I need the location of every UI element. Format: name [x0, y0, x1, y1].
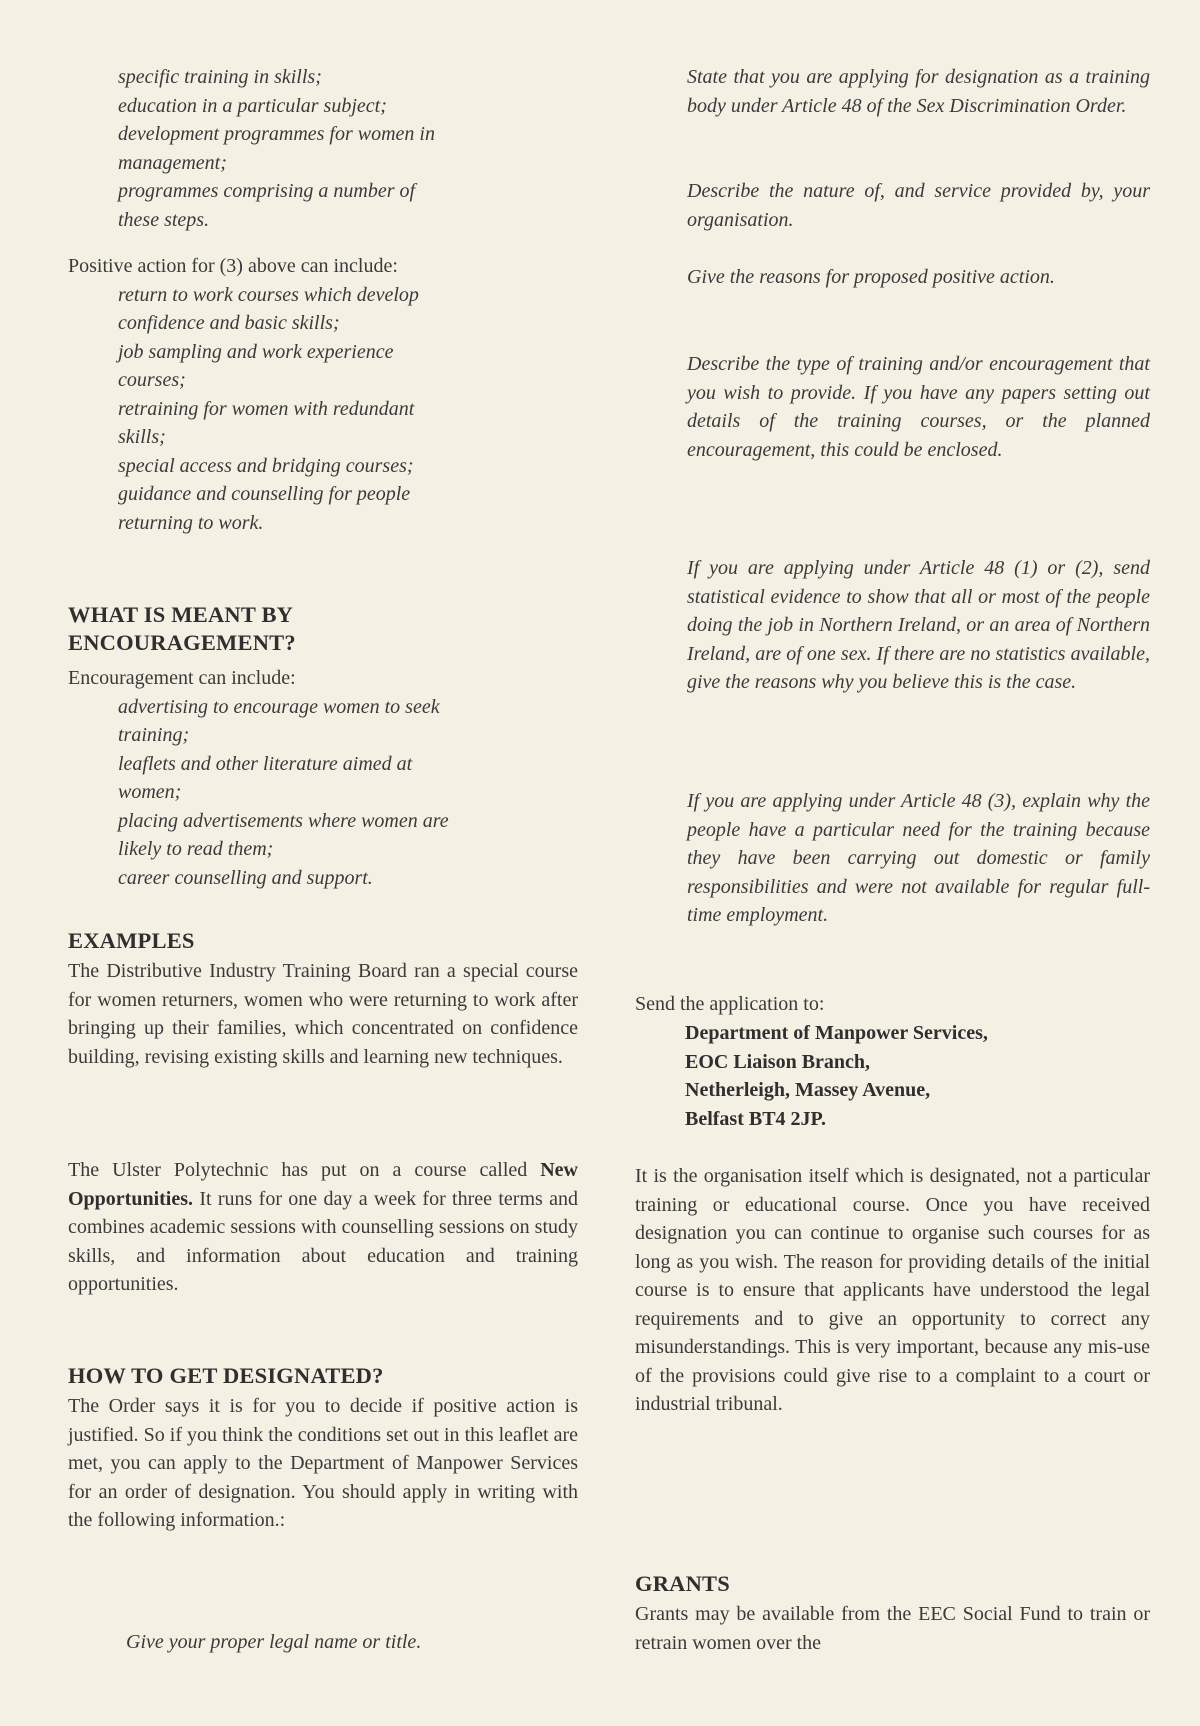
list-item: returning to work.: [118, 511, 264, 534]
list-item: special access and bridging courses;: [118, 454, 414, 477]
describe-paragraph: Describe the nature of, and service provided by, your organisation.: [687, 180, 1150, 231]
state-paragraph: State that you are applying for designation as a training body under Article 48 of the Sex Discrimination Order.: [687, 66, 1150, 117]
list-item: these steps.: [118, 208, 210, 231]
article-48-3-paragraph: If you are applying under Article 48 (3), explain why the people have a particular need for the training because they have been carrying out domestic or family responsibilities and were not available for regular full-time employment.: [687, 790, 1150, 926]
training-steps-list: [68, 63, 578, 234]
heading-line: WHAT IS MEANT BY: [68, 602, 294, 627]
examples-paragraph-2: The Ulster Polytechnic has put on a course called New Opportunities. It runs for one day a week for three terms and combines academic sessions with counselling sessions on study skills, and information about education and training opportunities.: [68, 1159, 578, 1295]
examples-paragraph-1: The Distributive Industry Training Board ran a special course for women returners, women who were returning to work after bringing up their families, which concentrated on confidence building, revising existing skills and learning new techniques.: [68, 960, 578, 1068]
address-line: EOC Liaison Branch,: [685, 1050, 871, 1073]
reasons-paragraph: Give the reasons for proposed positive action.: [687, 266, 1055, 288]
course-name: New Opportunities.: [68, 1159, 578, 1210]
list-item: skills;: [118, 426, 166, 448]
list-item: leaflets and other literature aimed at: [118, 752, 413, 775]
list-item: training;: [118, 724, 190, 746]
list-item: retraining for women with redundant: [118, 397, 415, 420]
grants-heading: GRANTS: [635, 1571, 730, 1596]
give-name-instruction: Give your proper legal name or title.: [126, 1631, 422, 1653]
designated-heading: HOW TO GET DESIGNATED?: [68, 1363, 384, 1388]
list-item: return to work courses which develop: [118, 283, 419, 306]
list-item: confidence and basic skills;: [118, 312, 340, 334]
training-type-paragraph: Describe the type of training and/or encouragement that you wish to provide. If you have any papers setting out details of the training courses, or the planned encouragement, this could be enclosed.: [687, 353, 1150, 461]
list-item: likely to read them;: [118, 838, 274, 860]
list-item: specific training in skills;: [118, 66, 322, 88]
list-item: guidance and counselling for people: [118, 483, 411, 505]
encouragement-section: [68, 664, 578, 892]
send-to-label: Send the application to:: [635, 993, 825, 1015]
address-line: Netherleigh, Massey Avenue,: [685, 1079, 931, 1101]
designated-paragraph: The Order says it is for you to decide if positive action is justified. So if you think the conditions set out in this leaflet are met, you can apply to the Department of Manpower Services for an order of designation. You should apply in writing with the following information.:: [68, 1395, 578, 1531]
list-item: courses;: [118, 369, 186, 391]
examples-heading: EXAMPLES: [68, 928, 195, 953]
address-line: Belfast BT4 2JP.: [685, 1107, 826, 1130]
grants-paragraph: Grants may be available from the EEC Social Fund to train or retrain women over the: [635, 1603, 1150, 1654]
list-item: education in a particular subject;: [118, 94, 387, 117]
address-line: Department of Manpower Services,: [685, 1022, 988, 1044]
list-item: women;: [118, 781, 182, 803]
organisation-paragraph: It is the organisation itself which is designated, not a particular training or educational course. Once you have received designation you can continue to organise such courses for as long as you wish. The reason for providing details of the initial course is to ensure that applicants have understood the legal requirements and to give an opportunity to correct any misunderstandings. This is very important, because any mis-use of the provisions could give rise to a complaint to a court or industrial tribunal.: [635, 1165, 1150, 1415]
list-item: development programmes for women in: [118, 123, 435, 145]
list-item: job sampling and work experience: [118, 340, 394, 363]
article-48-1-2-paragraph: If you are applying under Article 48 (1) or (2), send statistical evidence to show that all or most of the people doing the job in Northern Ireland, or an area of Northern Ireland, are of one sex. If there are no statistics available, give the reasons why you believe this is the case.: [687, 557, 1150, 693]
encouragement-heading: [68, 601, 578, 657]
list-item: programmes comprising a number of: [118, 180, 416, 202]
encouragement-intro: Encouragement can include:: [68, 667, 296, 689]
list-item: management;: [118, 151, 227, 174]
address-block: [635, 1019, 1150, 1133]
list-item: advertising to encourage women to seek: [118, 695, 440, 718]
positive-action-intro: Positive action for (3) above can include:: [68, 255, 398, 277]
positive-action-section: [68, 252, 578, 537]
list-item: placing advertisements where women are: [118, 809, 449, 832]
list-item: career counselling and support.: [118, 866, 373, 889]
heading-line: ENCOURAGEMENT?: [68, 630, 296, 655]
